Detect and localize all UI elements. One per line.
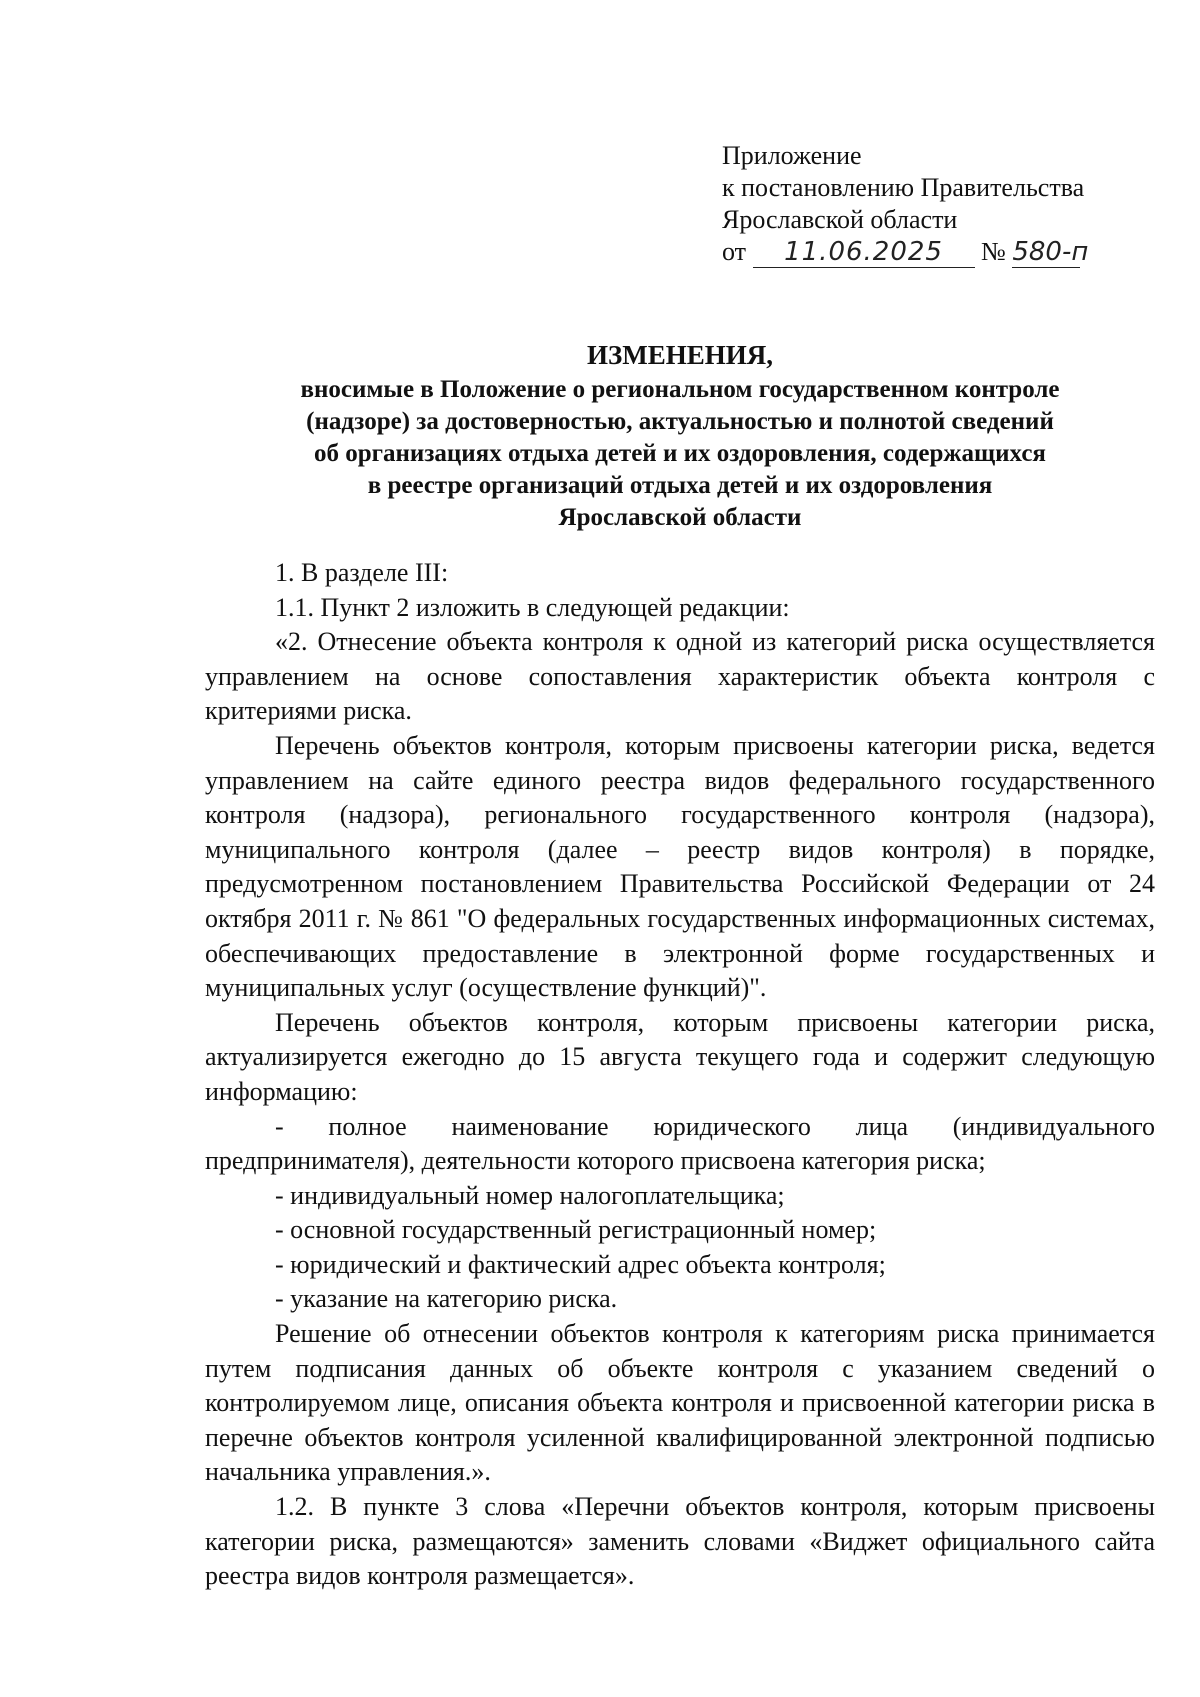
list-item: - юридический и фактический адрес объекта контроля; [275,1249,886,1279]
document-body [205,556,1155,1594]
appendix-header [722,140,1089,268]
subtitle-line: вносимые в Положение о региональном государственном контроле [300,376,1060,403]
paragraph: «2. Отнесение объекта контроля к одной из категорий риска осуществляется управлением на основе сопоставления характеристик объекта контроля с критериями риска. [205,627,1155,726]
document-title [205,338,1155,534]
paragraph: Перечень объектов контроля, которым присвоены категории риска, актуализируется ежегодно до 15 августа текущего года и содержит следующую информацию: [205,1007,1155,1106]
subtitle-line: в реестре организаций отдыха детей и их оздоровления [367,472,993,499]
number-prefix: № [981,237,1006,266]
handwritten-date: 11.06.2025 [753,237,975,268]
subtitle-line: (надзоре) за достоверностью, актуальностью и полнотой сведений [306,408,1054,435]
list-item: - индивидуальный номер налогоплательщика; [275,1180,785,1210]
paragraph: 1.2. В пункте 3 слова «Перечни объектов контроля, которым присвоены категории риска, размещаются» заменить словами «Виджет официального сайта реестра видов контроля размещается». [205,1492,1155,1591]
paragraph: 1.1. Пункт 2 изложить в следующей редакции: [275,592,790,622]
list-item: - указание на категорию риска. [275,1284,618,1314]
paragraph: Решение об отнесении объектов контроля к категориям риска принимается путем подписания данных об объекте контроля с указанием сведений о контролируемом лице, описания объекта контроля и присвоенной категории риска в перечне объектов контроля усиленной квалифицированной электронной подписью начальника управления.». [205,1319,1155,1487]
subtitle-line: Ярославской области [558,504,802,531]
appendix-date-number [722,236,1089,268]
list-item: - основной государственный регистрационный номер; [275,1215,877,1245]
paragraph: 1. В разделе III: [275,558,449,587]
appendix-resolution: к постановлению Правительства [722,173,1085,202]
paragraph: Перечень объектов контроля, которым присвоены категории риска, ведется управлением на сайте единого реестра видов федерального государственного контроля (надзора), регионального государственного контроля (надзора), муниципального контроля (далее – реестр видов контроля) в порядке, предусмотренном постановлением Правительства Российской Федерации от 24 октября 2011 г. № 861 "О федеральных государственных информационных системах, обеспечивающих предоставление в электронной форме государственных и муниципальных услуг (осуществление функций)". [205,730,1155,1003]
subtitle-line: об организациях отдыха детей и их оздоровления, содержащихся [314,440,1046,467]
appendix-region: Ярославской области [722,205,958,234]
date-prefix: от [722,237,747,266]
title-main: ИЗМЕНЕНИЯ, [586,340,773,370]
appendix-label: Приложение [722,141,862,170]
list-item: - полное наименование юридического лица (индивидуального предпринимателя), деятельности которого присвоена категория риска; [205,1111,1155,1176]
handwritten-number: 580-п [1012,237,1089,267]
